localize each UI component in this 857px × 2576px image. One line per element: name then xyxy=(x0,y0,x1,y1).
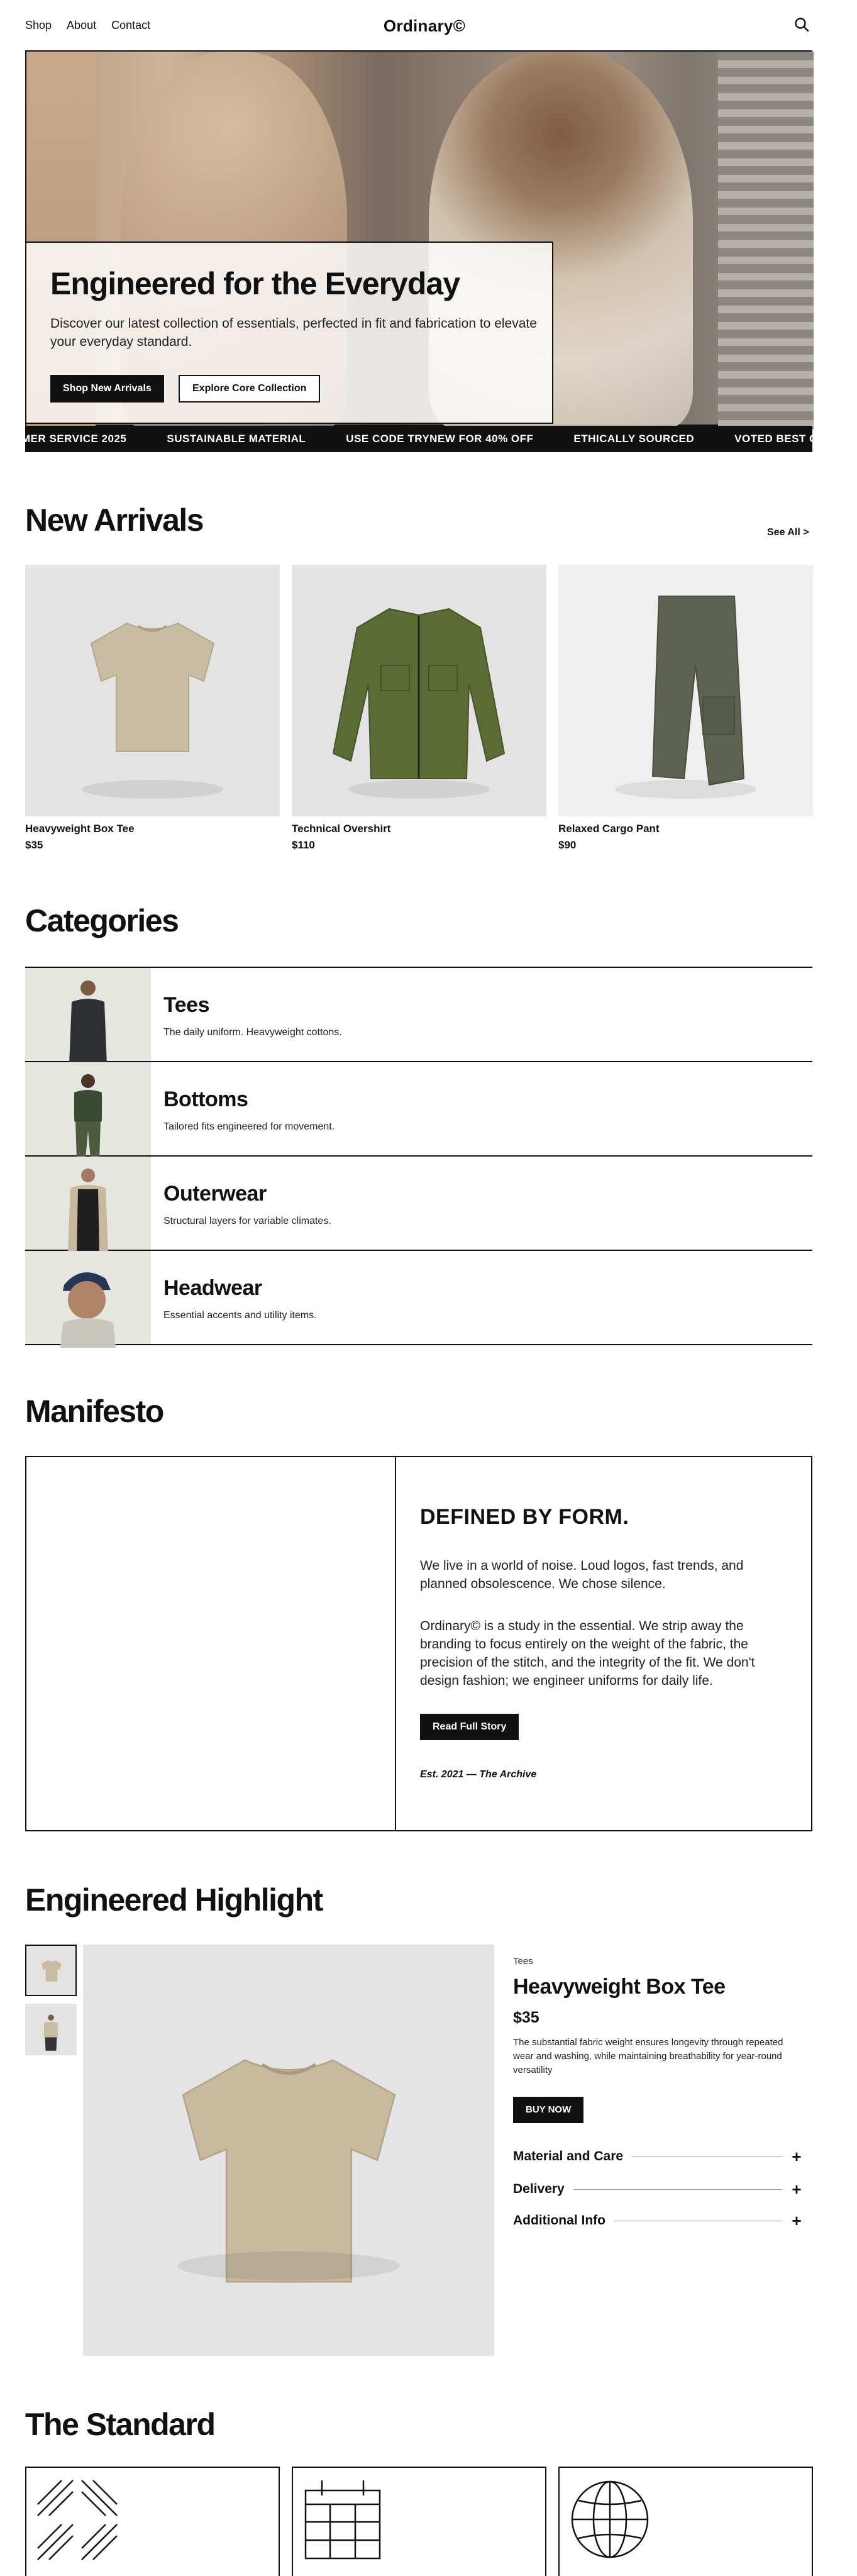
manifesto-content xyxy=(25,1456,812,1831)
category-desc: The daily uniform. Heavyweight cottons. xyxy=(163,1027,342,1038)
hero-subtitle: Discover our latest collection of essentials, perfected in fit and fabrication to elevate your everyday standard. xyxy=(50,316,537,349)
category-desc: Structural layers for variable climates. xyxy=(163,1216,331,1226)
nav-contact[interactable]: Contact xyxy=(111,19,151,31)
see-all-link[interactable]: See All > xyxy=(767,527,809,538)
category-item-bottoms[interactable] xyxy=(25,1062,812,1157)
marquee-item: SUSTAINABLE MATERIAL xyxy=(167,433,306,445)
standard-card xyxy=(25,2467,280,2576)
product-image[interactable] xyxy=(292,565,546,816)
highlight-thumbnail[interactable] xyxy=(25,2004,77,2055)
promo-marquee xyxy=(21,426,857,452)
read-full-story-button[interactable]: Read Full Story xyxy=(420,1714,519,1740)
product-name[interactable]: Heavyweight Box Tee xyxy=(25,823,135,835)
manifesto-title: Manifesto xyxy=(25,1394,163,1429)
categories-title: Categories xyxy=(25,903,179,938)
accordion-label: Delivery xyxy=(513,2182,565,2196)
marquee-item: VOTED BEST CUSTOM xyxy=(734,433,857,445)
accordion-delivery[interactable] xyxy=(513,2180,802,2199)
manifesto-heading: DEFINED BY FORM. xyxy=(420,1505,629,1529)
calendar-grid-icon xyxy=(303,2479,385,2561)
tee-image xyxy=(174,2051,404,2290)
marquee-item: MER SERVICE 2025 xyxy=(21,433,127,445)
product-price: $35 xyxy=(25,839,43,851)
nav-shop[interactable]: Shop xyxy=(25,19,52,31)
category-title: Outerwear xyxy=(163,1182,267,1206)
highlight-description: The substantial fabric weight ensures longevity through repeated wear and washing, while maintaining breathability for year-round versatility xyxy=(513,2037,783,2075)
accordion-material-care[interactable] xyxy=(513,2147,802,2166)
category-item-outerwear[interactable] xyxy=(25,1157,812,1251)
category-item-tees[interactable] xyxy=(25,968,812,1062)
explore-core-collection-button[interactable]: Explore Core Collection xyxy=(179,375,320,402)
main-nav xyxy=(25,19,150,32)
highlight-title: Engineered Highlight xyxy=(25,1882,323,1918)
highlight-price: $35 xyxy=(513,2009,539,2026)
product-price: $110 xyxy=(292,839,315,851)
category-list xyxy=(25,967,812,1345)
new-arrivals-title: New Arrivals xyxy=(25,502,204,538)
cargo-pant-image xyxy=(615,590,756,791)
shop-new-arrivals-button[interactable]: Shop New Arrivals xyxy=(50,375,164,402)
overshirt-image xyxy=(329,596,509,785)
product-card[interactable] xyxy=(25,565,280,852)
plus-icon: + xyxy=(792,2211,802,2230)
hero-banner xyxy=(25,50,812,426)
category-thumbnail xyxy=(25,1251,151,1344)
category-thumbnail xyxy=(25,968,151,1061)
category-thumbnail xyxy=(25,1062,151,1155)
tee-image xyxy=(88,618,217,757)
product-card[interactable] xyxy=(292,565,546,852)
product-name[interactable]: Technical Overshirt xyxy=(292,823,391,835)
category-item-headwear[interactable] xyxy=(25,1251,812,1345)
product-price: $90 xyxy=(558,839,577,851)
highlight-category: Tees xyxy=(513,1956,533,1967)
category-title: Headwear xyxy=(163,1276,262,1300)
accordion-label: Material and Care xyxy=(513,2149,624,2163)
product-image[interactable] xyxy=(25,565,280,816)
standard-card xyxy=(292,2467,546,2576)
highlight-main-image xyxy=(83,1945,494,2356)
highlight-thumbnails xyxy=(25,1945,77,2063)
nav-about[interactable]: About xyxy=(67,19,97,31)
highlight-product-name: Heavyweight Box Tee xyxy=(513,1975,726,1999)
site-header xyxy=(0,0,849,50)
brand-logo[interactable]: Ordinary© xyxy=(383,16,466,35)
marquee-item: USE CODE TRYNEW FOR 40% OFF xyxy=(346,433,534,445)
standard-card xyxy=(558,2467,813,2576)
category-title: Bottoms xyxy=(163,1087,248,1111)
accordion-additional-info[interactable] xyxy=(513,2211,802,2230)
hero-window-blinds xyxy=(718,52,814,429)
product-card[interactable] xyxy=(558,565,813,852)
hero-title: Engineered for the Everyday xyxy=(50,266,460,301)
globe-icon xyxy=(570,2479,651,2561)
standard-title: The Standard xyxy=(25,2407,215,2442)
category-desc: Tailored fits engineered for movement. xyxy=(163,1121,335,1132)
marquee-item: ETHICALLY SOURCED xyxy=(573,433,695,445)
highlight-thumbnail[interactable] xyxy=(25,1945,77,1996)
accordion-divider xyxy=(573,2189,782,2190)
buy-now-button[interactable]: BUY NOW xyxy=(513,2097,583,2123)
hero-card xyxy=(26,242,553,424)
plus-icon: + xyxy=(792,2147,802,2166)
manifesto-signature: Est. 2021 — The Archive xyxy=(420,1769,537,1780)
category-title: Tees xyxy=(163,993,209,1017)
category-thumbnail xyxy=(25,1157,151,1250)
manifesto-paragraph: We live in a world of noise. Loud logos, fast trends, and planned obsolescence. We chose silence. xyxy=(420,1558,744,1591)
product-image[interactable] xyxy=(558,565,813,816)
search-icon[interactable] xyxy=(793,16,810,33)
manifesto-paragraph: Ordinary© is a study in the essential. We strip away the branding to focus entirely on the weight of the fabric, the precision of the stitch, and the integrity of the fit. We don't design fashion; we engineer uniforms for daily life. xyxy=(420,1619,755,1688)
product-name[interactable]: Relaxed Cargo Pant xyxy=(558,823,660,835)
accordion-label: Additional Info xyxy=(513,2213,605,2228)
plus-icon: + xyxy=(792,2180,802,2199)
category-desc: Essential accents and utility items. xyxy=(163,1310,317,1321)
diagonal-lines-icon xyxy=(36,2479,118,2561)
